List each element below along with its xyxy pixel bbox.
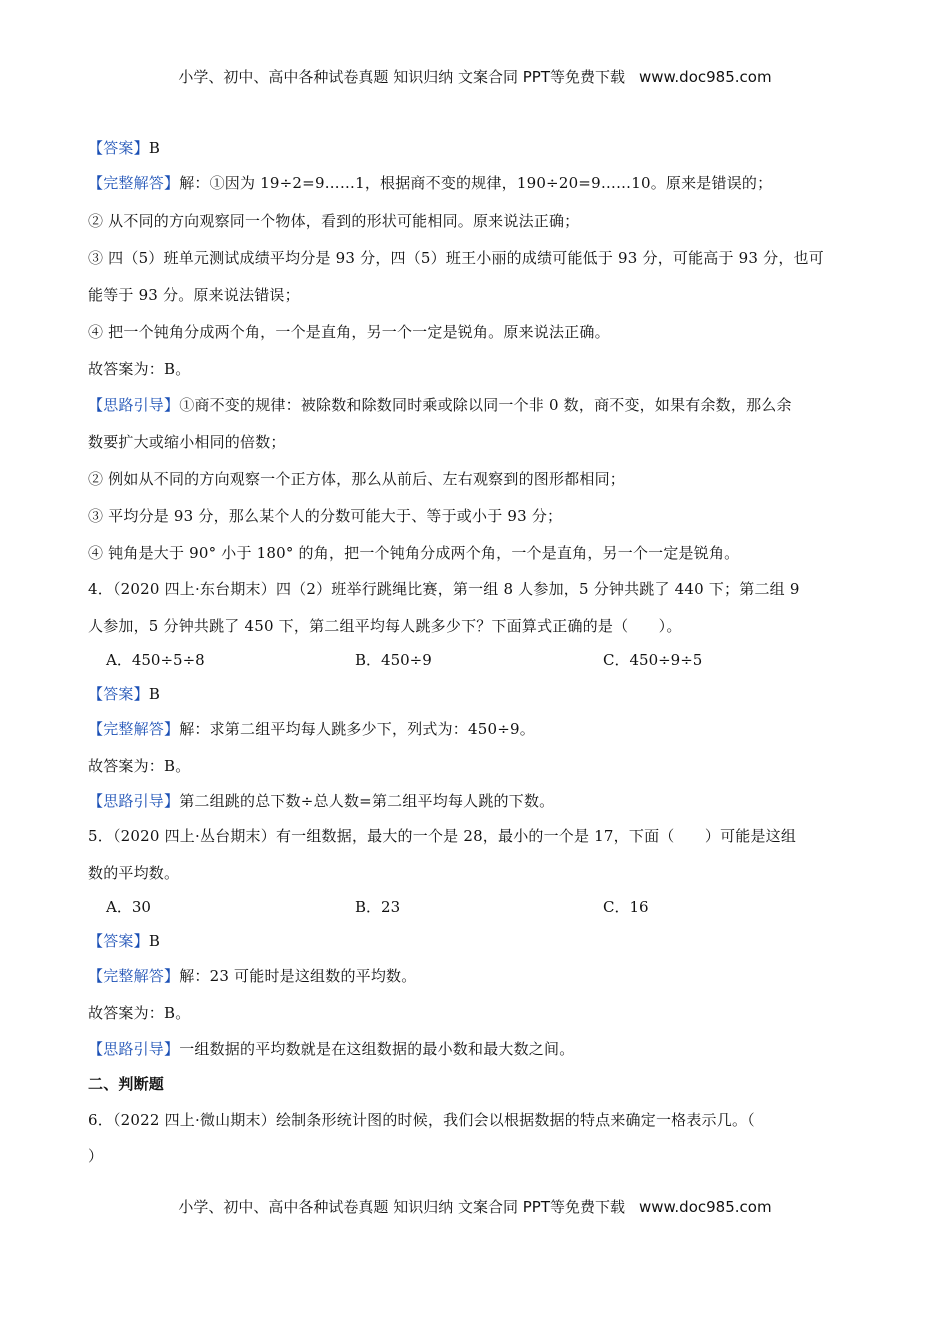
q3-answer-line: [88, 138, 868, 158]
q5-full: 解：23 可能时是这组数的平均数。: [179, 967, 417, 985]
q5-answer: B: [148, 932, 161, 950]
q3-line-4: 能等于 93 分。原来说法错误；: [88, 286, 300, 304]
q3-hint-3: ② 例如从不同的方向观察一个正方体，那么从前后、左右观察到的图形都相同；: [88, 470, 625, 488]
q4-option-c: C．450÷9÷5: [603, 651, 703, 669]
q4-full: 解：求第二组平均每人跳多少下，列式为：450÷9。: [179, 720, 535, 738]
full-solution-tag: 【完整解答】: [88, 967, 180, 985]
page-header: [0, 66, 950, 87]
q6-stem-1: 6．（2022 四上·微山期末）绘制条形统计图的时候，我们会以根据数据的特点来确定一格表示几。（: [88, 1111, 755, 1129]
q5-option-b: B．23: [355, 898, 401, 916]
answer-tag: 【答案】: [88, 139, 149, 157]
q3-conclusion: 故答案为：B。: [88, 360, 191, 378]
q3-hint-1: ①商不变的规律：被除数和除数同时乘或除以同一个非 0 数，商不变，如果有余数，那么余: [179, 396, 792, 414]
q4-answer: B: [148, 685, 161, 703]
q6-stem-2: ）: [88, 1147, 104, 1165]
q4-option-b: B．450÷9: [355, 651, 432, 669]
q4-conclusion: 故答案为：B。: [88, 757, 191, 775]
full-solution-tag: 【完整解答】: [88, 720, 180, 738]
q3-line-3: ③ 四（5）班单元测试成绩平均分是 93 分，四（5）班王小丽的成绩可能低于 93 分，可能高于 93 分，也可: [88, 249, 824, 267]
q5-option-c: C．16: [603, 898, 649, 916]
footer-url[interactable]: www.doc985.com: [638, 1198, 772, 1216]
hint-tag: 【思路引导】: [88, 396, 180, 414]
q4-full-line: [88, 719, 868, 739]
q4-stem-1: 4．（2020 四上·东台期末）四（2）班举行跳绳比赛，第一组 8 人参加，5 分钟共跳了 440 下；第二组 9: [88, 580, 800, 598]
answer-tag: 【答案】: [88, 685, 149, 703]
hint-tag: 【思路引导】: [88, 792, 180, 810]
q5-hint-line: [88, 1039, 868, 1059]
q4-hint-line: [88, 791, 868, 811]
q5-full-line: [88, 966, 868, 986]
q5-hint: 一组数据的平均数就是在这组数据的最小数和最大数之间。: [179, 1040, 575, 1058]
q5-stem-2: 数的平均数。: [88, 864, 180, 882]
q3-hint-2: 数要扩大或缩小相同的倍数；: [88, 433, 286, 451]
q5-stem-1: 5．（2020 四上·丛台期末）有一组数据，最大的一个是 28，最小的一个是 17，下面（ ）可能是这组: [88, 827, 797, 845]
full-solution-tag: 【完整解答】: [88, 174, 180, 192]
footer-text: 小学、初中、高中各种试卷真题 知识归纳 文案合同 PPT等免费下载: [178, 1198, 625, 1216]
q3-line-5: ④ 把一个钝角分成两个角，一个是直角，另一个一定是锐角。原来说法正确。: [88, 323, 610, 341]
q5-answer-line: [88, 931, 868, 951]
q3-hint-4: ③ 平均分是 93 分，那么某个人的分数可能大于、等于或小于 93 分；: [88, 507, 563, 525]
header-url[interactable]: www.doc985.com: [638, 68, 772, 86]
q4-answer-line: [88, 684, 868, 704]
q4-stem-2: 人参加，5 分钟共跳了 450 下，第二组平均每人跳多少下？下面算式正确的是（ ）。: [88, 617, 682, 635]
q3-full-line: [88, 173, 868, 193]
answer-tag: 【答案】: [88, 932, 149, 950]
q3-line-2: ② 从不同的方向观察同一个物体，看到的形状可能相同。原来说法正确；: [88, 212, 580, 230]
q3-answer: B: [148, 139, 161, 157]
q5-conclusion: 故答案为：B。: [88, 1004, 191, 1022]
header-text: 小学、初中、高中各种试卷真题 知识归纳 文案合同 PPT等免费下载: [178, 68, 625, 86]
q3-hint-5: ④ 钝角是大于 90° 小于 180° 的角，把一个钝角分成两个角，一个是直角，另一个一定是锐角。: [88, 544, 740, 562]
q3-full: 解：①因为 19÷2=9……1，根据商不变的规律，190÷20=9……10。原来是错误的；: [179, 174, 773, 192]
q4-hint: 第二组跳的总下数÷总人数=第二组平均每人跳的下数。: [179, 792, 555, 810]
page-footer: [0, 1196, 950, 1217]
q3-hint-line: [88, 395, 868, 415]
section-title: 二、判断题: [88, 1075, 165, 1093]
q5-option-a: A．30: [106, 898, 151, 916]
q4-option-a: A．450÷5÷8: [106, 651, 205, 669]
hint-tag: 【思路引导】: [88, 1040, 180, 1058]
